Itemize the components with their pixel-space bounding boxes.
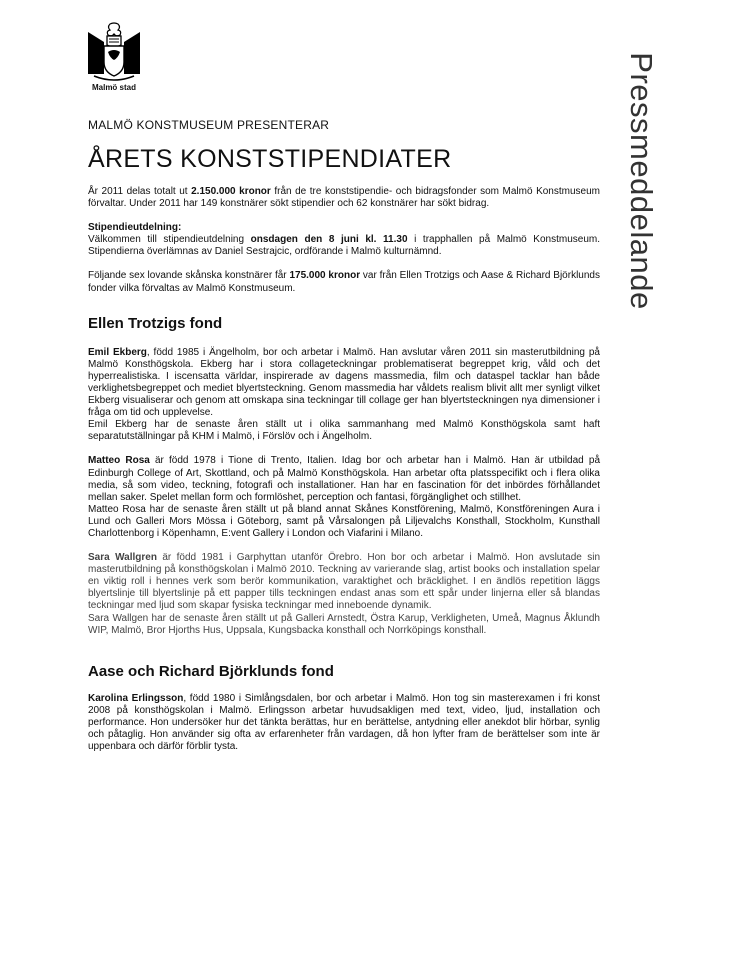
- artist-name: Emil Ekberg: [88, 346, 147, 358]
- document-body: [88, 118, 600, 765]
- total-amount: 2.150.000 kronor: [191, 186, 271, 197]
- presents-line: MALMÖ KONSTMUSEUM PRESENTERAR: [88, 118, 330, 132]
- page-title: ÅRETS KONSTSTIPENDIATER: [88, 145, 452, 173]
- artist-entry-karolina-erlingsson: Karolina Erlingsson, född 1980 i Simlångsdalen, bor och arbetar i Malmö. Hon tog sin masterexamen i fri konst 2008 på konsthögskolan i Malmö. Erlingsson arbetar huvudsakligen med text, video, ljud, installation och performance. Hon undersöker hur det tänkta berättas, hur en berättelse, antydning eller anekdot blir hörbar, synlig och påtaglig. Hon använder sig ofta av erfarenheter från vardagen, då hon lyfter fram de berättelser som inte är uppenbara och därför förblir tysta.: [88, 692, 601, 753]
- artist-name: Matteo Rosa: [88, 455, 150, 467]
- malmo-stad-logo: [84, 22, 144, 94]
- artist-entry-sara-wallgren: Sara Wallgren är född 1981 i Garphyttan utanför Örebro. Hon bor och arbetar i Malmö. Hon avslutade sin masterutbildning på konsthögskolan i Malmö 2010. Teckning av varierande slag, artist books och installation spelar en viktig roll i hennes verk som berör kommunikation, varaktighet och bräcklighet. I en ändlös repetition läggs blyertslinje till blyertslinje på ett papper tills teckningen endast anas som ett spår under linjerna eller så blandas teckningar med ljud som skapar fysiska teckningar med inneboende dynamik. Sara Wallgen har de senaste åren ställt ut på Galleri Arnstedt, Östra Karup, Verkligheten, Umeå, Magnus Åklundh WIP, Malmö, Bror Hjorths Hus, Uppsala, Kungsbacka konsthall och Norrköpings konsthall.: [88, 552, 601, 636]
- intro-paragraph: År 2011 delas totalt ut 2.150.000 kronor från de tre konststipendie- och bidragsfonder som Malmö Konstmuseum förvaltar. Under 2011 har 149 konstnärer sökt stipendier och 62 konstnärer har sökt bidrag.: [88, 186, 600, 210]
- award-amount: 175.000 kronor: [289, 270, 361, 282]
- press-release-text: Pressmeddelande: [624, 52, 659, 310]
- artist-name: Karolina Erlingsson: [88, 692, 184, 704]
- artist-name: Sara Wallgren: [88, 552, 157, 564]
- logo-text: Malmö stad: [91, 83, 136, 92]
- fund-heading-bjorklund: Aase och Richard Björklunds fond: [88, 662, 334, 680]
- ceremony-heading: Stipendieutdelning:: [88, 222, 182, 234]
- ceremony-date: onsdagen den 8 juni kl. 11.30: [250, 234, 408, 246]
- artist-entry-emil-ekberg: Emil Ekberg, född 1985 i Ängelholm, bor och arbetar i Malmö. Han avslutar våren 2011 sin masterutbildning på Malmö Konsthögskola. Ekberg har i stora collageteckningar problematiserat begreppet krig, våld och det hyperrealistiska. I iscensatta världar, inspirerade av dagens massmedia, film och dataspel tacklar han både verklighetsbegreppet och mediet blyertsteckning. Genom massmedia har våldets realism blivit allt mer synligt vilket Ekberg visualiserar och genom att omskapa sina teckningar till collage ger han blyertsteckningen nya dimensioner i fråga om tid och upplevelse. Emil Ekberg har de senaste åren ställt ut i olika sammanhang med Malmö Konsthögskola samt haft separatutställningar på KHM i Malmö, i Förslöv och i Ängelholm.: [88, 346, 600, 443]
- ceremony-paragraph: Stipendieutdelning: Välkommen till stipendieutdelning onsdagen den 8 juni kl. 11.30 i trapphallen på Malmö Konstmuseum. Stipendierna överlämnas av Daniel Sestrajcic, ordförande i Malmö kulturnämnd.: [88, 222, 601, 258]
- artist-entry-matteo-rosa: Matteo Rosa är född 1978 i Tione di Trento, Italien. Idag bor och arbetar han i Malmö. Han är utbildad på Edinburgh College of Art, Skottland, och på Malmö Konsthögskola. Han arbetar ofta platsspecifikt och i flera olika media, så som video, teckning, fotografi och installationer. Han har en fascination för det inbördes förhållandet mellan saker. Spelet mellan form och formlöshet, perception och fantasi, förgänglighet och stillhet. Matteo Rosa har de senaste åren ställt ut på bland annat Skånes Konstförening, Malmö, Konstföreningen Aura i Lund och Galleri Mors Mössa i Göteborg, samt på Vårsalongen på Liljevalchs Konsthall, Stockholm, Kunsthall Charlottenborg i Köpenhamn, E:vent Gallery i London och Viafarini i Milano.: [88, 455, 601, 539]
- six-artists-paragraph: Följande sex lovande skånska konstnärer får 175.000 kronor var från Ellen Trotzigs och Aase & Richard Björklunds fonder vilka förvaltas av Malmö Konstmuseum.: [88, 270, 600, 294]
- fund-heading-ellen-trotzig: Ellen Trotzigs fond: [88, 314, 223, 332]
- press-release-label: [611, 36, 671, 326]
- coat-of-arms-icon: [86, 22, 142, 84]
